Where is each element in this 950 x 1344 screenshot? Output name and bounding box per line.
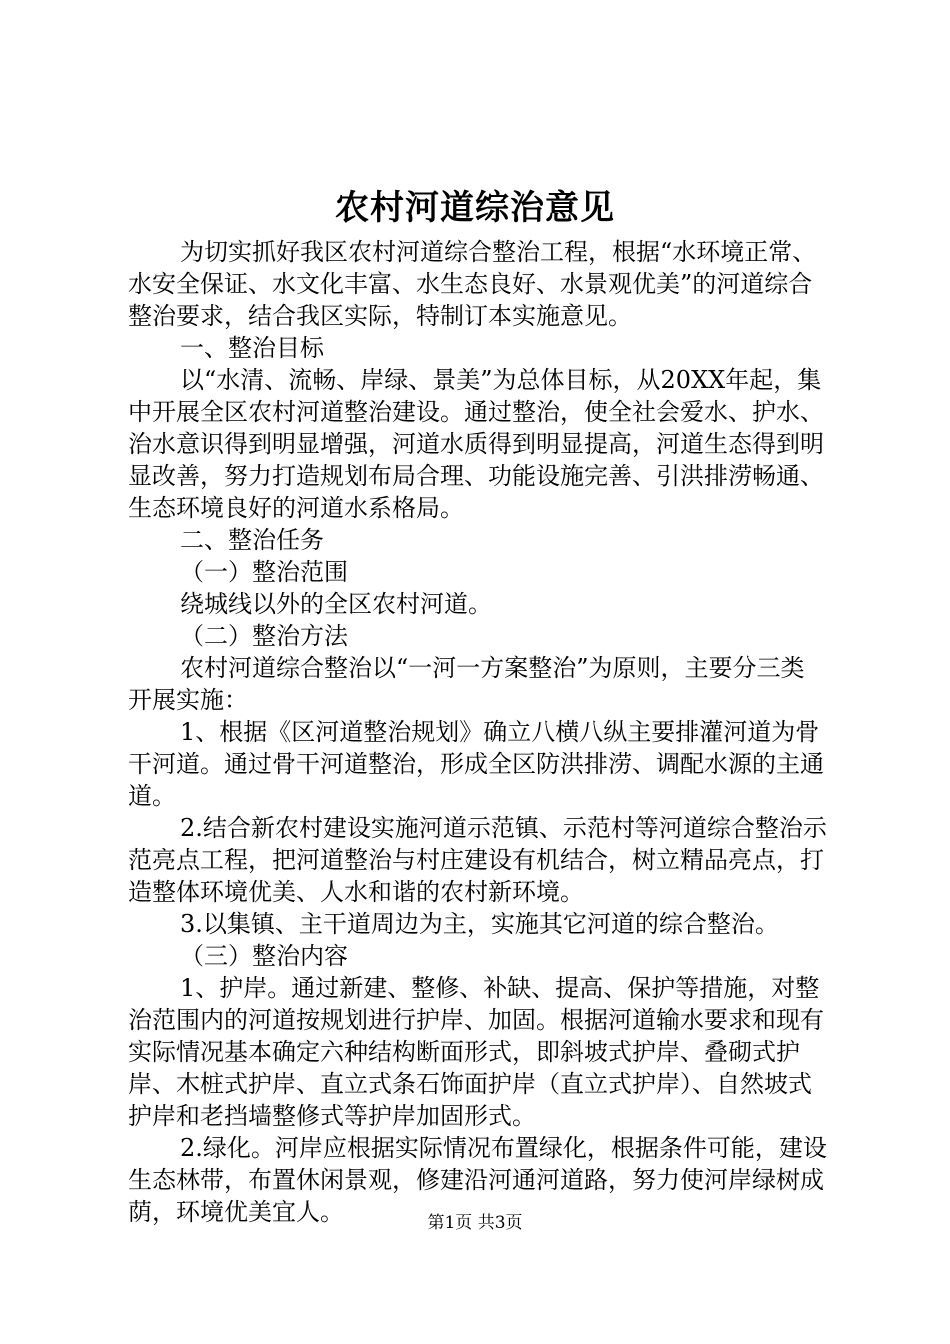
heading-goal: 一、整治目标	[180, 334, 324, 362]
paragraph-content-2: 2.绿化。河岸应根据实际情况布置绿化，根据条件可能，建设生态林带，布置休闲景观，修建沿河通河道路，努力使河岸绿树成荫，环境优美宜人。	[128, 1134, 827, 1226]
paragraph-method-1: 1、根据《区河道整治规划》确立八横八纵主要排灌河道为骨干河道。通过骨干河道整治，形成全区防洪排涝、调配水源的主通道。	[128, 718, 824, 810]
paragraph-method-3: 3.以集镇、主干道周边为主，实施其它河道的综合整治。	[180, 910, 779, 938]
subheading-method: （二）整治方法	[180, 622, 348, 650]
heading-tasks: 二、整治任务	[180, 526, 324, 554]
paragraph-method: 农村河道综合整治以“一河一方案整治”为原则，主要分三类开展实施：	[128, 654, 805, 714]
paragraph-goal: 以“水清、流畅、岸绿、景美”为总体目标，从20XX年起，集中开展全区农村河道整治建设。通过整治，使全社会爱水、护水、治水意识得到明显增强，河道水质得到明显提高，河道生态得到明显改善，努力打造规划布局合理、功能设施完善、引洪排涝畅通、生态环境良好的河道水系格局。	[128, 366, 824, 522]
paragraph-method-2: 2.结合新农村建设实施河道示范镇、示范村等河道综合整治示范亮点工程，把河道整治与村庄建设有机结合，树立精品亮点，打造整体环境优美、人水和谐的农村新环境。	[128, 814, 827, 906]
subheading-content: （三）整治内容	[180, 942, 348, 970]
page-number-footer: 第1页 共3页	[427, 1213, 523, 1233]
paragraph-scope: 绕城线以外的全区农村河道。	[180, 590, 492, 618]
subheading-scope: （一）整治范围	[180, 558, 348, 586]
paragraph-content-1: 1、护岸。通过新建、整修、补缺、提高、保护等措施，对整治范围内的河道按规划进行护岸、加固。根据河道输水要求和现有实际情况基本确定六种结构断面形式，即斜坡式护岸、叠砌式护岸、木桩式护岸、直立式条石饰面护岸（直立式护岸）、自然坡式护岸和老挡墙整修式等护岸加固形式。	[128, 974, 824, 1130]
document-body	[128, 236, 828, 1228]
document-title: 农村河道综治意见	[335, 188, 615, 228]
paragraph-intro: 为切实抓好我区农村河道综合整治工程，根据“水环境正常、水安全保证、水文化丰富、水生态良好、水景观优美”的河道综合整治要求，结合我区实际，特制订本实施意见。	[128, 238, 817, 330]
